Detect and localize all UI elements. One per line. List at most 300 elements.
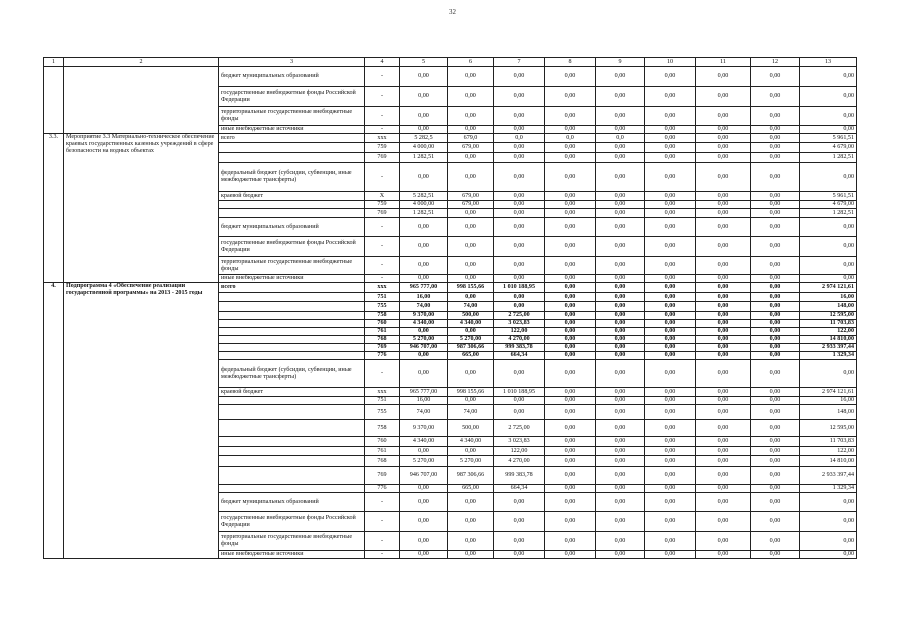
value-cell: 0,00	[696, 275, 751, 283]
column-number-cell: 3	[219, 58, 365, 67]
value-cell: 0,00	[645, 493, 696, 512]
value-cell: 0,00	[448, 493, 494, 512]
total-value-cell: 2 933 397,44	[800, 467, 857, 485]
budget-code-cell: 761	[365, 447, 400, 456]
column-number-cell: 6	[448, 58, 494, 67]
funding-source-cell	[219, 437, 365, 447]
value-cell: 0,00	[751, 512, 800, 532]
value-cell: 0,00	[545, 283, 596, 293]
value-cell: 0,00	[696, 126, 751, 134]
budget-code-cell: -	[365, 493, 400, 512]
value-cell: 0,00	[596, 237, 645, 257]
value-cell: 0,00	[696, 134, 751, 143]
item-number-cell: 4.	[44, 283, 64, 559]
value-cell: 0,00	[696, 456, 751, 467]
value-cell: 0,00	[400, 67, 448, 87]
value-cell: 74,00	[448, 405, 494, 420]
value-cell: 0,00	[696, 87, 751, 107]
value-cell: 0,00	[400, 275, 448, 283]
value-cell: 0,00	[596, 328, 645, 336]
value-cell: 0,00	[448, 218, 494, 237]
budget-code-cell: 759	[365, 201, 400, 209]
funding-source-cell: краевой бюджет	[219, 388, 365, 397]
value-cell: 9 370,00	[400, 312, 448, 320]
budget-code-cell: 751	[365, 293, 400, 302]
value-cell: 0,00	[596, 107, 645, 126]
value-cell: 0,00	[545, 420, 596, 437]
total-value-cell: 4 679,00	[800, 201, 857, 209]
value-cell: 999 383,78	[494, 467, 545, 485]
table-row	[44, 67, 857, 87]
value-cell: 0,00	[596, 257, 645, 275]
value-cell: 0,00	[494, 143, 545, 153]
budget-code-cell: 768	[365, 336, 400, 344]
table-row	[44, 134, 857, 143]
value-cell: 2 725,00	[494, 420, 545, 437]
value-cell: 500,00	[448, 312, 494, 320]
value-cell: 0,00	[645, 360, 696, 388]
budget-code-cell: 776	[365, 485, 400, 493]
value-cell: 0,00	[696, 344, 751, 352]
value-cell: 0,00	[545, 153, 596, 163]
item-number-cell	[44, 67, 64, 134]
value-cell: 0,00	[494, 107, 545, 126]
value-cell: 0,00	[545, 237, 596, 257]
table-body	[44, 58, 857, 559]
value-cell: 0,00	[696, 551, 751, 559]
value-cell: 0,00	[494, 126, 545, 134]
value-cell: 679,00	[448, 201, 494, 209]
value-cell: 0,00	[545, 107, 596, 126]
value-cell: 0,00	[494, 67, 545, 87]
funding-source-cell	[219, 328, 365, 336]
value-cell: 0,00	[751, 360, 800, 388]
value-cell: 0,00	[645, 209, 696, 218]
value-cell: 0,00	[645, 388, 696, 397]
total-value-cell: 0,00	[800, 275, 857, 283]
funding-source-cell	[219, 153, 365, 163]
value-cell: 0,00	[596, 201, 645, 209]
value-cell: 0,00	[596, 397, 645, 405]
total-value-cell: 0,00	[800, 512, 857, 532]
value-cell: 0,00	[751, 551, 800, 559]
value-cell: 0,00	[400, 257, 448, 275]
value-cell: 0,00	[645, 218, 696, 237]
value-cell: 0,00	[494, 192, 545, 201]
value-cell: 0,00	[596, 456, 645, 467]
value-cell: 0,00	[645, 293, 696, 302]
value-cell: 0,00	[645, 312, 696, 320]
value-cell: 0,00	[545, 551, 596, 559]
value-cell: 0,00	[751, 192, 800, 201]
value-cell: 0,00	[645, 420, 696, 437]
funding-source-cell	[219, 201, 365, 209]
total-value-cell: 1 282,51	[800, 153, 857, 163]
value-cell: 0,00	[596, 447, 645, 456]
budget-code-cell: 761	[365, 328, 400, 336]
budget-code-cell: 769	[365, 153, 400, 163]
value-cell: 0,00	[751, 237, 800, 257]
funding-source-cell: всего	[219, 283, 365, 293]
value-cell: 0,00	[400, 163, 448, 192]
total-value-cell: 2 974 121,61	[800, 283, 857, 293]
value-cell: 3 023,83	[494, 320, 545, 328]
value-cell: 0,00	[596, 336, 645, 344]
value-cell: 0,00	[596, 293, 645, 302]
value-cell: 665,00	[448, 485, 494, 493]
value-cell: 0,00	[400, 532, 448, 551]
value-cell: 0,00	[448, 293, 494, 302]
value-cell: 0,00	[545, 352, 596, 360]
value-cell: 0,00	[494, 302, 545, 312]
value-cell: 0,00	[645, 134, 696, 143]
total-value-cell: 0,00	[800, 237, 857, 257]
value-cell: 0,00	[596, 532, 645, 551]
budget-code-cell: 751	[365, 397, 400, 405]
value-cell: 0,00	[545, 447, 596, 456]
funding-source-cell	[219, 397, 365, 405]
value-cell: 0,00	[751, 456, 800, 467]
value-cell: 0,00	[400, 360, 448, 388]
column-number-cell: 5	[400, 58, 448, 67]
value-cell: 5 270,00	[400, 456, 448, 467]
column-number-cell: 7	[494, 58, 545, 67]
value-cell: 0,00	[400, 107, 448, 126]
value-cell: 0,00	[645, 512, 696, 532]
total-value-cell: 0,00	[800, 218, 857, 237]
value-cell: 0,0	[596, 134, 645, 143]
value-cell: 4 340,00	[400, 320, 448, 328]
value-cell: 1 010 188,95	[494, 283, 545, 293]
value-cell: 0,00	[645, 257, 696, 275]
value-cell: 0,00	[448, 275, 494, 283]
value-cell: 0,00	[400, 87, 448, 107]
value-cell: 0,00	[696, 237, 751, 257]
value-cell: 0,00	[400, 493, 448, 512]
value-cell: 0,00	[696, 352, 751, 360]
value-cell: 0,00	[494, 512, 545, 532]
value-cell: 0,00	[596, 405, 645, 420]
value-cell: 0,00	[696, 467, 751, 485]
value-cell: 0,00	[494, 275, 545, 283]
total-value-cell: 16,00	[800, 397, 857, 405]
value-cell: 0,00	[696, 283, 751, 293]
value-cell: 0,00	[448, 551, 494, 559]
value-cell: 0,00	[696, 360, 751, 388]
value-cell: 946 707,00	[400, 467, 448, 485]
value-cell: 0,00	[645, 87, 696, 107]
value-cell: 0,00	[596, 283, 645, 293]
total-value-cell: 0,00	[800, 551, 857, 559]
value-cell: 0,00	[751, 312, 800, 320]
value-cell: 0,00	[751, 163, 800, 192]
value-cell: 0,00	[545, 467, 596, 485]
value-cell: 0,00	[751, 344, 800, 352]
value-cell: 0,00	[545, 397, 596, 405]
funding-source-cell: иные внебюджетные источники	[219, 126, 365, 134]
funding-source-cell: иные внебюджетные источники	[219, 551, 365, 559]
value-cell: 0,00	[494, 87, 545, 107]
value-cell: 0,00	[645, 283, 696, 293]
item-number-cell: 3.3.	[44, 134, 64, 283]
value-cell: 0,00	[494, 163, 545, 192]
funding-source-cell	[219, 405, 365, 420]
budget-code-cell: -	[365, 512, 400, 532]
total-value-cell: 14 810,00	[800, 456, 857, 467]
value-cell: 0,00	[696, 163, 751, 192]
total-value-cell: 11 703,83	[800, 320, 857, 328]
budget-code-cell: -	[365, 126, 400, 134]
value-cell: 0,00	[545, 163, 596, 192]
value-cell: 0,00	[596, 218, 645, 237]
value-cell: 0,00	[696, 388, 751, 397]
value-cell: 122,00	[494, 447, 545, 456]
value-cell: 0,00	[596, 67, 645, 87]
value-cell: 0,00	[645, 352, 696, 360]
funding-source-cell: государственные внебюджетные фонды Российской Федерации	[219, 512, 365, 532]
value-cell: 0,00	[596, 143, 645, 153]
column-number-row	[44, 58, 857, 67]
value-cell: 0,00	[751, 336, 800, 344]
value-cell: 965 777,00	[400, 388, 448, 397]
value-cell: 0,00	[545, 293, 596, 302]
value-cell: 0,00	[696, 143, 751, 153]
value-cell: 0,00	[596, 209, 645, 218]
total-value-cell: 0,00	[800, 163, 857, 192]
value-cell: 0,00	[596, 344, 645, 352]
value-cell: 0,00	[696, 447, 751, 456]
value-cell: 0,00	[448, 107, 494, 126]
budget-code-cell: 769	[365, 209, 400, 218]
funding-source-cell	[219, 485, 365, 493]
value-cell: 5 270,00	[448, 456, 494, 467]
value-cell: 0,00	[645, 163, 696, 192]
total-value-cell: 0,00	[800, 67, 857, 87]
column-number-cell: 1	[44, 58, 64, 67]
value-cell: 999 383,78	[494, 344, 545, 352]
value-cell: 0,00	[494, 293, 545, 302]
value-cell: 0,00	[696, 320, 751, 328]
total-value-cell: 148,00	[800, 405, 857, 420]
budget-code-cell: ххх	[365, 134, 400, 143]
budget-code-cell: 760	[365, 437, 400, 447]
funding-source-cell	[219, 312, 365, 320]
value-cell: 16,00	[400, 397, 448, 405]
value-cell: 0,00	[751, 493, 800, 512]
value-cell: 0,00	[645, 344, 696, 352]
value-cell: 679,00	[448, 192, 494, 201]
value-cell: 74,00	[400, 302, 448, 312]
total-value-cell: 1 329,34	[800, 485, 857, 493]
funding-source-cell: краевой бюджет	[219, 192, 365, 201]
value-cell: 0,00	[494, 153, 545, 163]
value-cell: 0,00	[596, 551, 645, 559]
value-cell: 0,00	[448, 209, 494, 218]
value-cell: 0,00	[400, 352, 448, 360]
value-cell: 9 370,00	[400, 420, 448, 437]
value-cell: 5 270,00	[400, 336, 448, 344]
value-cell: 0,00	[696, 257, 751, 275]
budget-code-cell: Х	[365, 192, 400, 201]
column-number-cell: 8	[545, 58, 596, 67]
budget-code-cell: -	[365, 257, 400, 275]
total-value-cell: 0,00	[800, 107, 857, 126]
value-cell: 0,00	[645, 275, 696, 283]
value-cell: 0,00	[645, 551, 696, 559]
funding-table	[43, 57, 857, 559]
total-value-cell: 2 974 121,61	[800, 388, 857, 397]
value-cell: 0,00	[596, 360, 645, 388]
funding-source-cell: бюджет муниципальных образований	[219, 67, 365, 87]
value-cell: 0,00	[645, 67, 696, 87]
value-cell: 0,00	[545, 126, 596, 134]
value-cell: 5 282,51	[400, 192, 448, 201]
value-cell: 4 270,00	[494, 336, 545, 344]
column-number-cell: 10	[645, 58, 696, 67]
value-cell: 74,00	[448, 302, 494, 312]
value-cell: 998 155,66	[448, 388, 494, 397]
value-cell: 0,00	[494, 218, 545, 237]
budget-code-cell: ххх	[365, 388, 400, 397]
value-cell: 0,00	[645, 302, 696, 312]
funding-source-cell	[219, 420, 365, 437]
value-cell: 0,00	[596, 302, 645, 312]
value-cell: 0,00	[494, 493, 545, 512]
value-cell: 0,00	[448, 87, 494, 107]
total-value-cell: 2 933 397,44	[800, 344, 857, 352]
value-cell: 0,00	[494, 397, 545, 405]
value-cell: 0,00	[696, 201, 751, 209]
total-value-cell: 122,00	[800, 447, 857, 456]
value-cell: 0,00	[448, 237, 494, 257]
funding-source-cell	[219, 352, 365, 360]
value-cell: 0,00	[596, 352, 645, 360]
value-cell: 0,00	[751, 218, 800, 237]
value-cell: 0,00	[751, 283, 800, 293]
value-cell: 0,00	[751, 447, 800, 456]
total-value-cell: 16,00	[800, 293, 857, 302]
value-cell: 0,00	[545, 201, 596, 209]
value-cell: 0,00	[751, 420, 800, 437]
value-cell: 0,00	[448, 257, 494, 275]
value-cell: 0,00	[596, 320, 645, 328]
value-cell: 0,00	[596, 493, 645, 512]
total-value-cell: 12 595,00	[800, 420, 857, 437]
value-cell: 0,00	[545, 485, 596, 493]
value-cell: 664,34	[494, 352, 545, 360]
value-cell: 0,00	[696, 437, 751, 447]
value-cell: 0,00	[645, 201, 696, 209]
budget-code-cell: -	[365, 163, 400, 192]
value-cell: 0,00	[696, 512, 751, 532]
value-cell: 0,00	[645, 467, 696, 485]
value-cell: 0,00	[448, 397, 494, 405]
budget-code-cell: 755	[365, 405, 400, 420]
value-cell: 0,00	[645, 437, 696, 447]
value-cell: 0,00	[400, 485, 448, 493]
budget-code-cell: 768	[365, 456, 400, 467]
value-cell: 0,00	[545, 360, 596, 388]
value-cell: 0,00	[545, 312, 596, 320]
value-cell: 0,00	[448, 163, 494, 192]
budget-code-cell: -	[365, 275, 400, 283]
column-number-cell: 4	[365, 58, 400, 67]
funding-source-cell	[219, 336, 365, 344]
value-cell: 0,00	[751, 293, 800, 302]
value-cell: 0,00	[545, 143, 596, 153]
budget-code-cell: 769	[365, 467, 400, 485]
value-cell: 0,00	[596, 87, 645, 107]
value-cell: 0,00	[545, 336, 596, 344]
value-cell: 2 725,00	[494, 312, 545, 320]
funding-source-cell: бюджет муниципальных образований	[219, 493, 365, 512]
budget-code-cell: -	[365, 67, 400, 87]
value-cell: 0,00	[545, 437, 596, 447]
value-cell: 0,00	[751, 134, 800, 143]
funding-source-cell	[219, 209, 365, 218]
value-cell: 0,00	[645, 456, 696, 467]
value-cell: 0,00	[696, 209, 751, 218]
value-cell: 0,00	[751, 437, 800, 447]
value-cell: 0,00	[596, 153, 645, 163]
value-cell: 0,00	[645, 107, 696, 126]
funding-source-cell	[219, 320, 365, 328]
value-cell: 4 340,00	[448, 320, 494, 328]
value-cell: 5 270,00	[448, 336, 494, 344]
value-cell: 0,00	[400, 126, 448, 134]
budget-code-cell: 755	[365, 302, 400, 312]
value-cell: 0,00	[696, 302, 751, 312]
value-cell: 0,00	[751, 302, 800, 312]
value-cell: 0,00	[751, 126, 800, 134]
value-cell: 0,00	[645, 153, 696, 163]
item-title-cell: Мероприятие 3.3 Материально-техническое обеспечение краевых государственных казенных учреждений в сфере безопасности на водных объектах	[64, 134, 219, 283]
value-cell: 0,00	[596, 437, 645, 447]
funding-source-cell	[219, 344, 365, 352]
value-cell: 3 023,83	[494, 437, 545, 447]
value-cell: 0,00	[400, 551, 448, 559]
value-cell: 0,00	[751, 320, 800, 328]
value-cell: 0,00	[400, 512, 448, 532]
funding-source-cell: территориальные государственные внебюджетные фонды	[219, 107, 365, 126]
funding-source-cell	[219, 143, 365, 153]
value-cell: 0,00	[751, 328, 800, 336]
value-cell: 0,00	[596, 420, 645, 437]
funding-source-cell: иные внебюджетные источники	[219, 275, 365, 283]
budget-code-cell: -	[365, 107, 400, 126]
value-cell: 0,00	[596, 126, 645, 134]
value-cell: 0,00	[494, 405, 545, 420]
funding-source-cell: территориальные государственные внебюджетные фонды	[219, 257, 365, 275]
value-cell: 4 340,00	[400, 437, 448, 447]
value-cell: 0,00	[545, 456, 596, 467]
total-value-cell: 0,00	[800, 360, 857, 388]
value-cell: 679,00	[448, 143, 494, 153]
value-cell: 4 000,00	[400, 201, 448, 209]
total-value-cell: 0,00	[800, 493, 857, 512]
value-cell: 0,00	[645, 237, 696, 257]
value-cell: 0,00	[400, 237, 448, 257]
value-cell: 0,00	[751, 209, 800, 218]
value-cell: 0,00	[696, 328, 751, 336]
total-value-cell: 5 961,51	[800, 192, 857, 201]
value-cell: 0,00	[596, 312, 645, 320]
value-cell: 0,00	[645, 320, 696, 328]
value-cell: 0,00	[696, 493, 751, 512]
value-cell: 0,00	[400, 328, 448, 336]
value-cell: 0,00	[448, 360, 494, 388]
value-cell: 0,00	[596, 485, 645, 493]
